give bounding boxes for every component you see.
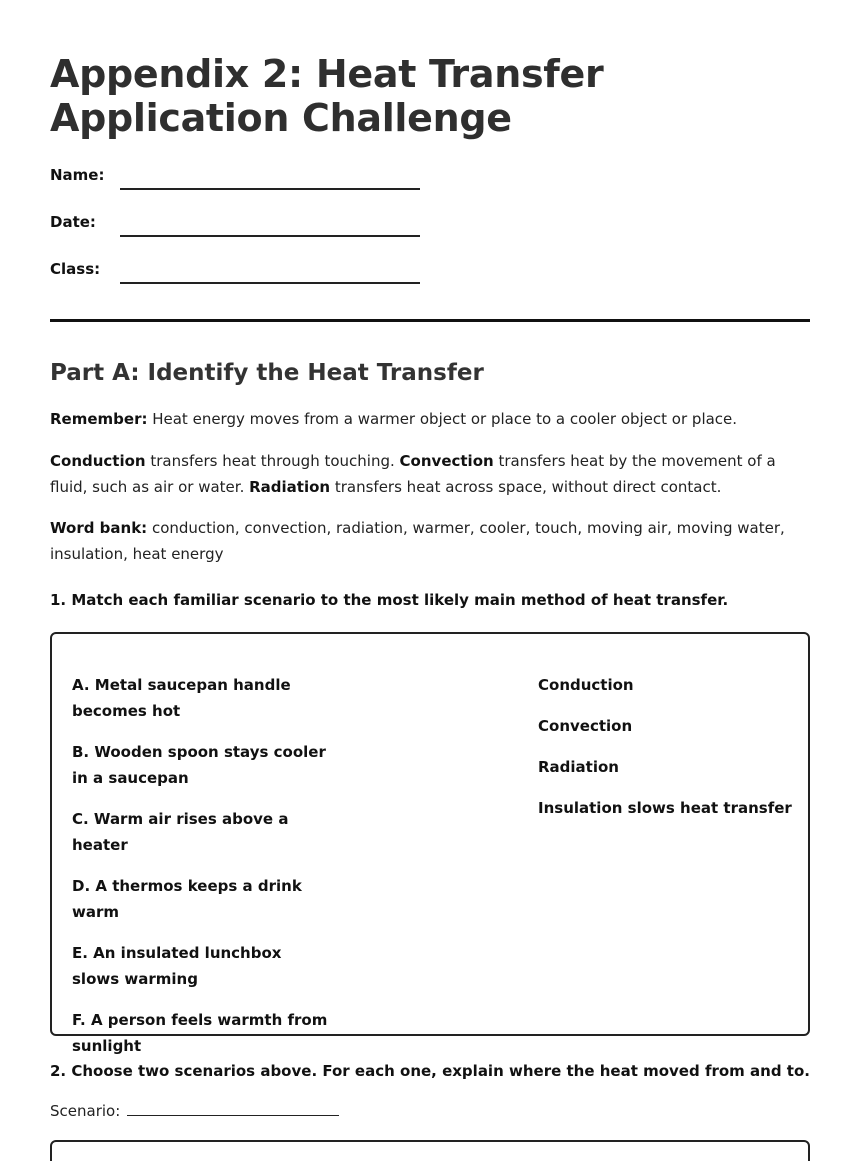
scenario-item-d: D. A thermos keeps a drink warm [72, 877, 302, 921]
page-title: Appendix 2: Heat Transfer Application Challenge [50, 52, 604, 140]
scenario-item-c: C. Warm air rises above a heater [72, 810, 289, 854]
scenario-item-a: A. Metal saucepan handle becomes hot [72, 676, 291, 720]
question-2-prompt: 2. Choose two scenarios above. For each one, explain where the heat moved from and to. [50, 1062, 810, 1080]
class-field [50, 258, 420, 288]
answer-box[interactable] [50, 1140, 810, 1161]
convection-term: Convection [399, 452, 494, 470]
scenario-item-f: F. A person feels warmth from sunlight [72, 1011, 328, 1055]
section-divider [50, 319, 810, 322]
method-insulation: Insulation slows heat transfer [538, 799, 792, 817]
scenario-label: Scenario: [50, 1102, 121, 1120]
worksheet-page [50, 0, 810, 1161]
name-input-line[interactable] [120, 188, 420, 190]
remember-paragraph [50, 406, 810, 432]
name-field [50, 164, 420, 194]
definitions-paragraph [50, 448, 810, 500]
conduction-definition: transfers heat through touching. [145, 452, 400, 470]
date-label: Date: [50, 213, 96, 231]
matching-box [50, 632, 810, 1055]
method-radiation: Radiation [538, 758, 619, 776]
word-bank-text: conduction, convection, radiation, warmer, cooler, touch, moving air, moving water, insulation, heat energy [50, 519, 785, 563]
name-label: Name: [50, 166, 105, 184]
remember-text: Heat energy moves from a warmer object or place to a cooler object or place. [147, 410, 738, 428]
method-list [538, 672, 798, 836]
convection-definition: transfers heat by the movement of a fluid, such as air or water. [50, 452, 776, 496]
class-input-line[interactable] [120, 282, 420, 284]
date-input-line[interactable] [120, 235, 420, 237]
method-convection: Convection [538, 717, 633, 735]
scenario-list [72, 672, 332, 1074]
question-1-prompt: 1. Match each familiar scenario to the most likely main method of heat transfer. [50, 591, 729, 609]
radiation-definition: transfers heat across space, without direct contact. [330, 478, 722, 496]
conduction-term: Conduction [50, 452, 146, 470]
radiation-term: Radiation [249, 478, 331, 496]
scenario-field [50, 1100, 339, 1122]
scenario-input-line[interactable] [127, 1101, 339, 1116]
word-bank-label: Word bank: [50, 519, 148, 537]
method-conduction: Conduction [538, 676, 634, 694]
scenario-item-e: E. An insulated lunchbox slows warming [72, 944, 282, 988]
class-label: Class: [50, 260, 101, 278]
scenario-item-b: B. Wooden spoon stays cooler in a saucepan [72, 743, 326, 787]
remember-label: Remember: [50, 410, 148, 428]
word-bank-paragraph [50, 515, 810, 567]
part-a-heading: Part A: Identify the Heat Transfer [50, 360, 484, 386]
date-field [50, 211, 420, 241]
